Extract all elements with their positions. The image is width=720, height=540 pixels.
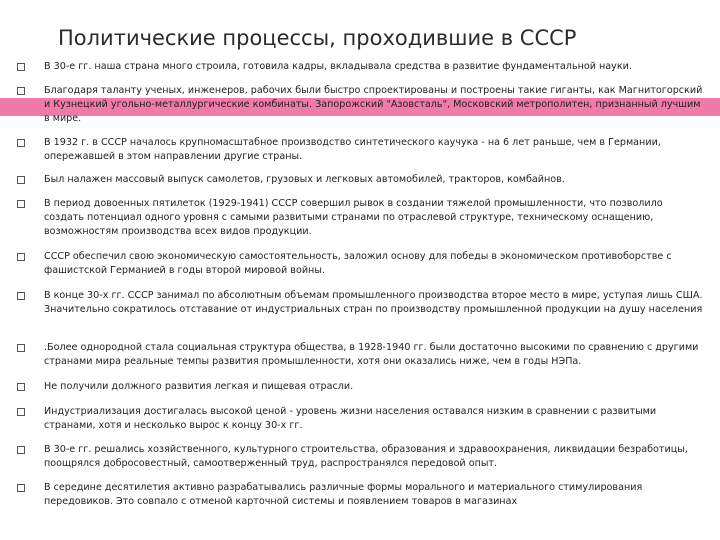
item-text: Не получили должного развития легкая и пищевая отрасли. [44,381,354,392]
item-text: Был налажен массовый выпуск самолетов, грузовых и легковых автомобилей, тракторов, комбайнов. [44,174,565,185]
square-bullet-icon [17,87,25,95]
item-text: Благодаря таланту ученых, инженеров, рабочих были быстро спроектированы и построены такие гиганты, как Магнитогорский и Кузнецкий угольно-металлургические комбинаты. Запорожский "Азовсталь", Московский метрополитен, признанный лучшим в мире. [44,85,703,125]
item-text: В конце 30-х гг. СССР занимал по абсолютным объемам промышленного производства второе место в мире, уступая лишь США. Значительно сократилось отставание от индустриальных стран по производству промышленной продукции на душу населения [44,290,703,316]
square-bullet-icon [17,446,25,454]
square-bullet-icon [17,176,25,184]
item-text: В 1932 г. в СССР началось крупномасштабное производство синтетического каучука - на 6 лет раньше, чем в Германии, опережавшей в этом направлении другие страны. [44,137,661,163]
item-text: В 30-е гг. наша страна много строила, готовила кадры, вкладывала средства в развитие фундаментальной науки. [44,61,632,72]
item-text: В середине десятилетия активно разрабатывались различные формы морального и материального стимулирования передовиков. Это совпало с отменой карточной системы и появлением товаров в магазинах [44,482,643,508]
square-bullet-icon [17,63,25,71]
item-text: СССР обеспечил свою экономическую самостоятельность, заложил основу для победы в экономическом противоборстве с фашистской Германией в годы второй мировой войны. [44,251,672,277]
square-bullet-icon [17,408,25,416]
square-bullet-icon [17,383,25,391]
slide-title: Политические процессы, проходившие в СССР [58,26,577,50]
item-text: В 30-е гг. решались хозяйственного, культурного строительства, образования и здравоохранения, ликвидации безработицы, поощрялся добросовестный, самоотверженный труд, распространялся передовой опыт. [44,444,688,470]
item-text: .Более однородной стала социальная структура общества, в 1928-1940 гг. были достаточно высокими по сравнению с другими странами мира реальные темпы развития промышленности, хотя они оказались ниже, чем в годы НЭПа. [44,342,699,368]
square-bullet-icon [17,344,25,352]
item-text: В период довоенных пятилеток (1929-1941) СССР совершил рывок в создании тяжелой промышленности, что позволило создать потенциал одного уровня с самыми развитыми странами по отраслевой структуре, техническому оснащению, возможностям производства всех видов продукции. [44,198,663,238]
item-text: Индустриализация достигалась высокой ценой - уровень жизни населения оставался низким в сравнении с развитыми странами, хотя и несколько вырос к концу 30-х гг. [44,406,657,432]
square-bullet-icon [17,292,25,300]
square-bullet-icon [17,139,25,147]
square-bullet-icon [17,484,25,492]
square-bullet-icon [17,253,25,261]
square-bullet-icon [17,200,25,208]
